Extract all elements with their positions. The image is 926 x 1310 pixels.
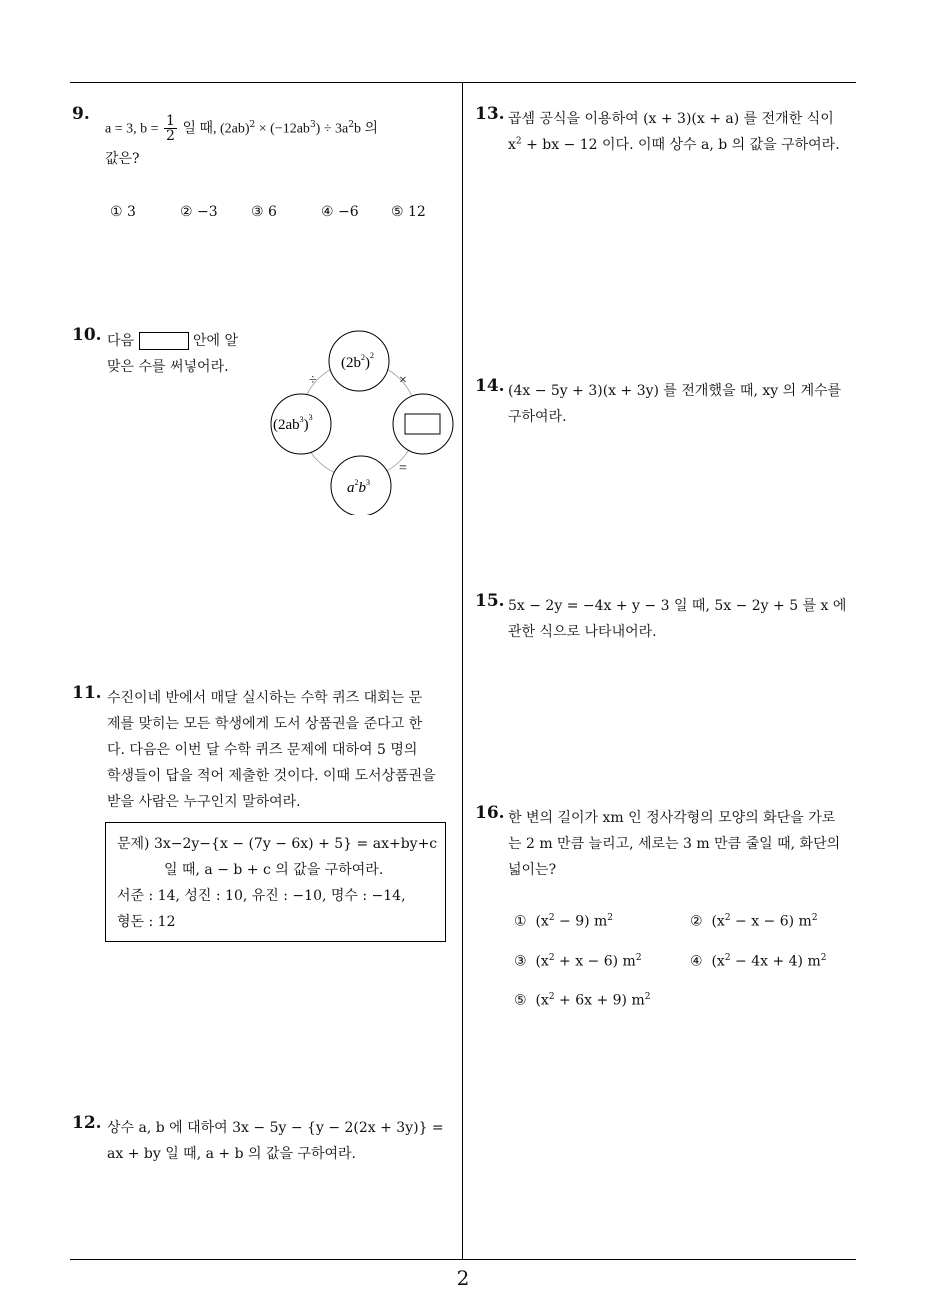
svg-text:(2b2)2: $(2b^2)^2$ (341, 351, 374, 371)
choice-3[interactable]: ③ $(x^2 + x - 6)$ $m^2$ (514, 953, 642, 970)
question-text: a = 3, b = $\frac{1}{2}$ 일 때, $(2ab)^2 \times (-12ab^3) \div 3a^2b$ 의 (105, 113, 378, 144)
question-text: 값은? (105, 151, 140, 167)
question-number: 11. (72, 683, 102, 703)
question-text: 제를 맞히는 모든 학생에게 도서 상품권을 준다고 한 (107, 716, 423, 732)
question-text: 받을 사람은 누구인지 말하여라. (107, 794, 301, 810)
column-divider (462, 83, 463, 1259)
question-text: 다음 안에 알 (107, 333, 238, 349)
box-problem-line: 일 때, a − b + c 의 값을 구하여라. (164, 862, 384, 878)
problem-box (105, 822, 446, 942)
svg-text:a2b3: $a^2b^3$ (347, 478, 370, 496)
choice-2[interactable]: ② $(x^2 - x - 6)$ $m^2$ (690, 913, 818, 930)
choice-5[interactable]: ⑤ 12 (391, 204, 426, 220)
cycle-diagram (265, 330, 455, 515)
question-text: 맞은 수를 써넣어라. (107, 359, 229, 375)
question-text: 한 변의 길이가 xm 인 정사각형의 모양의 화단을 가로 (508, 810, 836, 826)
fraction: $\frac{1}{2}$ (166, 113, 175, 144)
question-text: 상수 a, b 에 대하여 3x − 5y − {y − 2(2x + 3y)} = (107, 1120, 444, 1136)
question-text: 5x − 2y = −4x + y − 3 일 때, 5x − 2y + 5 를 x 에 (508, 598, 847, 614)
choice-2[interactable]: ② −3 (180, 204, 218, 220)
box-answers-line: 서준 : 14, 성진 : 10, 유진 : −10, 명수 : −14, (117, 888, 406, 904)
question-number: 16. (475, 803, 505, 823)
question-text: (4x − 5y + 3)(x + 3y) 를 전개했을 때, xy 의 계수를 (508, 383, 842, 399)
question-text: 곱셈 공식을 이용하여 (x + 3)(x + a) 를 전개한 식이 (508, 111, 834, 127)
question-text: 는 2 m 만큼 늘리고, 세로는 3 m 만큼 줄일 때, 화단의 (508, 836, 841, 852)
choice-3[interactable]: ③ 6 (251, 204, 277, 220)
choice-5[interactable]: ⑤ $(x^2 + 6x + 9)$ $m^2$ (514, 992, 651, 1009)
multiply-operator: × (399, 373, 407, 388)
question-text: 넓이는? (508, 862, 557, 878)
question-text: 관한 식으로 나타내어라. (508, 624, 657, 640)
page-number: 2 (456, 1266, 470, 1290)
bottom-node-label: a (347, 480, 355, 496)
question-number: 12. (72, 1113, 102, 1133)
equals-operator: = (399, 461, 407, 476)
svg-text:(2ab3)3: $(2ab^3)^3$ (273, 413, 313, 433)
divide-operator: ÷ (309, 373, 317, 388)
answer-blank (139, 332, 189, 350)
top-rule (70, 82, 856, 83)
left-node-label: (2ab (273, 417, 300, 433)
question-text: $x^2$ + bx − 12 이다. 이때 상수 a, b 의 값을 구하여라. (508, 136, 840, 153)
question-text: 다. 다음은 이번 달 수학 퀴즈 문제에 대하여 5 명의 (107, 742, 418, 758)
question-text: 구하여라. (508, 409, 567, 425)
question-number: 14. (475, 376, 505, 396)
bottom-rule (70, 1259, 856, 1260)
question-number: 9. (72, 104, 90, 124)
question-text: 수진이네 반에서 매달 실시하는 수학 퀴즈 대회는 문 (107, 690, 423, 706)
box-answers-line: 형돈 : 12 (117, 914, 176, 930)
choice-1[interactable]: ① 3 (110, 204, 136, 220)
choice-1[interactable]: ① $(x^2 - 9)$ $m^2$ (514, 913, 614, 930)
question-text: ax + by 일 때, a + b 의 값을 구하여라. (107, 1146, 357, 1162)
question-number: 13. (475, 104, 505, 124)
choice-4[interactable]: ④ $(x^2 - 4x + 4)$ $m^2$ (690, 953, 827, 970)
choice-4[interactable]: ④ −6 (321, 204, 359, 220)
box-problem-line: 문제) 3x−2y−{x − (7y − 6x) + 5} = ax+by+c (117, 836, 438, 852)
question-number: 10. (72, 325, 102, 345)
top-node-label: (2b (341, 355, 361, 371)
question-number: 15. (475, 591, 505, 611)
question-text: 학생들이 답을 적어 제출한 것이다. 이때 도서상품권을 (107, 768, 436, 784)
answer-box[interactable] (405, 414, 440, 434)
